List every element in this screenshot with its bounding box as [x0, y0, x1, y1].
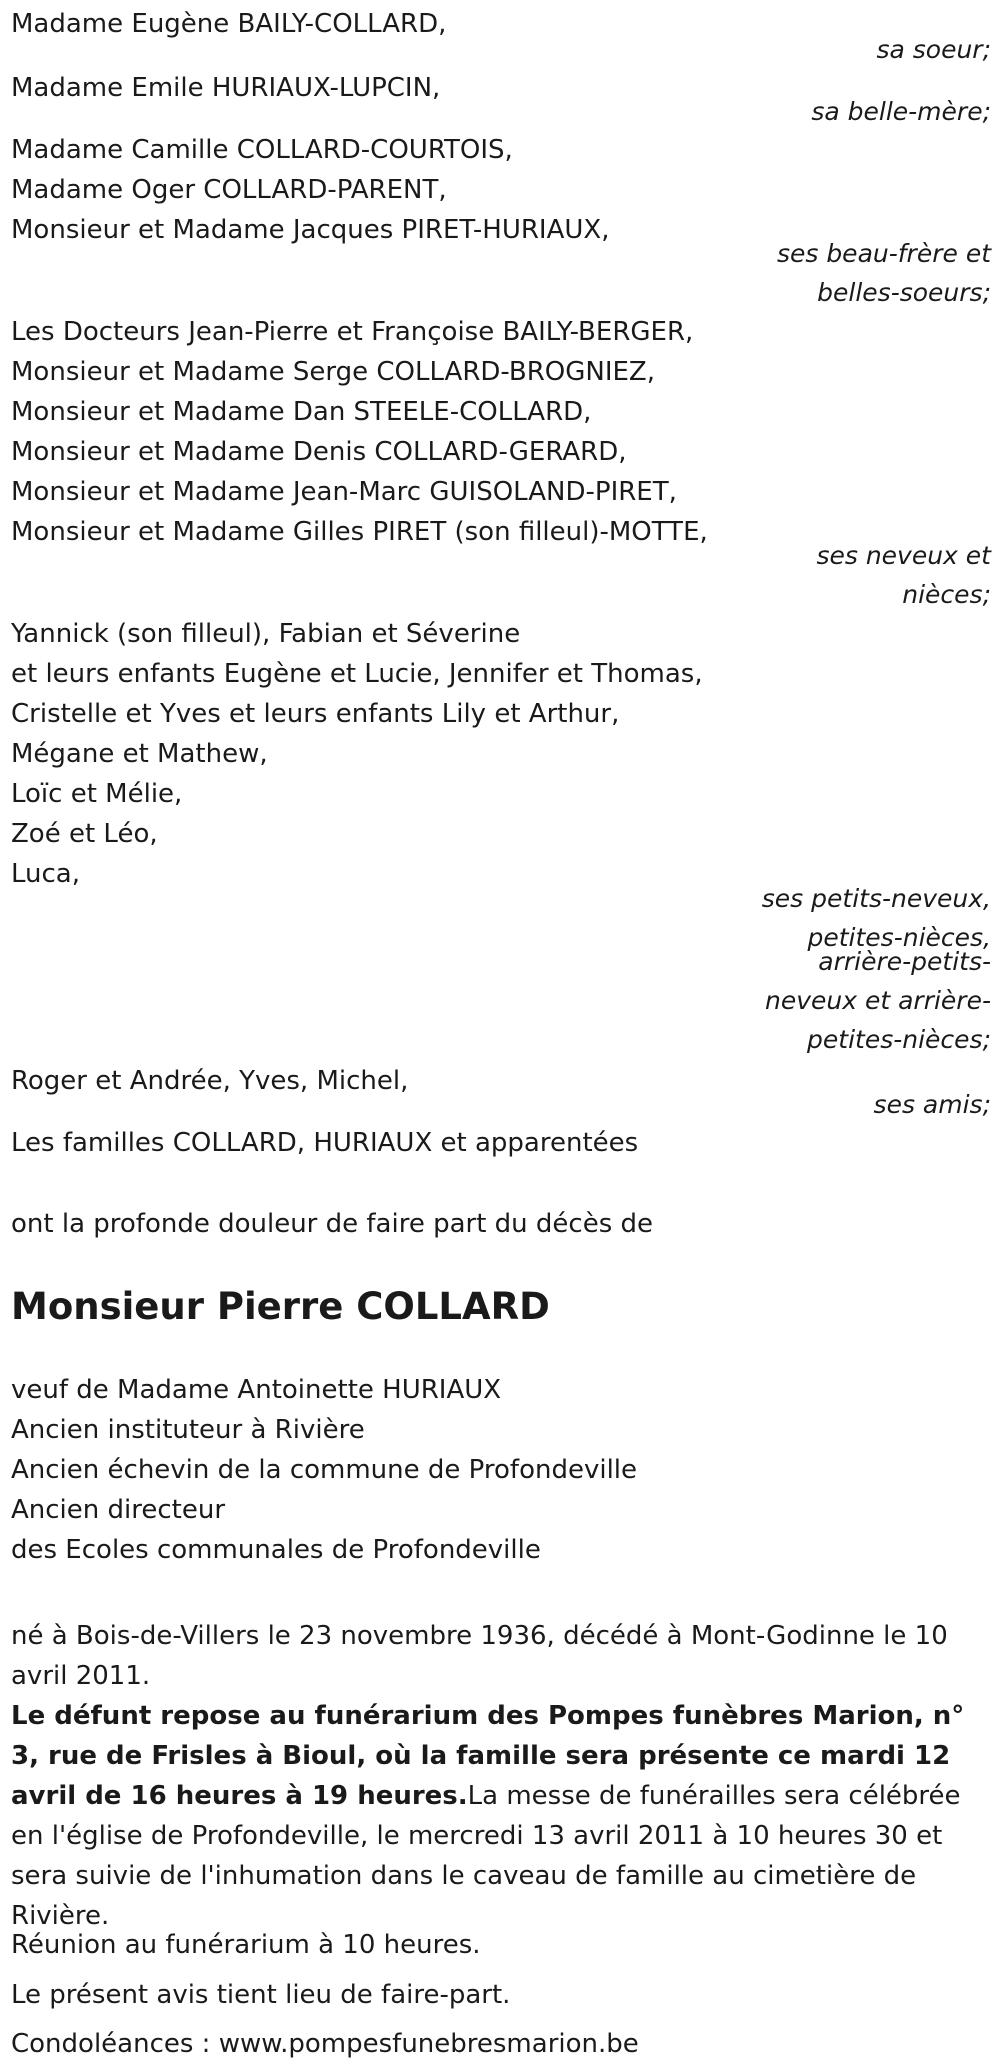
relation-label: nièces;	[902, 580, 991, 609]
relation-label: sa soeur;	[876, 35, 991, 64]
relation-label: belles-soeurs;	[817, 278, 991, 307]
family-line: Madame Emile HURIAUX-LUPCIN,	[11, 73, 441, 103]
family-line: Roger et Andrée, Yves, Michel,	[11, 1066, 409, 1096]
family-line: et leurs enfants Eugène et Lucie, Jennifer et Thomas,	[11, 659, 703, 689]
deceased-name: Monsieur Pierre COLLARD	[11, 1285, 550, 1328]
birth-death-paragraph: né à Bois-de-Villers le 23 novembre 1936, décédé à Mont-Godinne le 10 avril 2011.	[11, 1621, 948, 1691]
relation-label: ses amis;	[873, 1090, 991, 1119]
family-line: Monsieur et Madame Jacques PIRET-HURIAUX,	[11, 215, 610, 245]
reunion-line: Réunion au funérarium à 10 heures.	[11, 1930, 481, 1960]
relation-label: petites-nièces,	[807, 923, 991, 952]
family-line: Monsieur et Madame Gilles PIRET (son filleul)-MOTTE,	[11, 517, 708, 547]
title-line: des Ecoles communales de Profondeville	[11, 1535, 541, 1565]
family-line: Loïc et Mélie,	[11, 779, 183, 809]
family-line: Mégane et Mathew,	[11, 739, 268, 769]
family-line: Madame Oger COLLARD-PARENT,	[11, 175, 447, 205]
family-line: Zoé et Léo,	[11, 819, 158, 849]
announcement-text: ont la profonde douleur de faire part du décès de	[11, 1209, 654, 1239]
family-line: Monsieur et Madame Serge COLLARD-BROGNIEZ,	[11, 357, 656, 387]
family-line: Madame Camille COLLARD-COURTOIS,	[11, 135, 513, 165]
family-line: Yannick (son filleul), Fabian et Séverine	[11, 619, 521, 649]
relation-label: ses neveux et	[816, 541, 991, 570]
relation-label: ses beau-frère et	[776, 239, 991, 268]
title-line: Ancien instituteur à Rivière	[11, 1415, 365, 1445]
relation-label: petites-nièces;	[807, 1025, 991, 1054]
condolences-line: Condoléances : www.pompesfunebresmarion.be	[11, 2029, 639, 2059]
family-line: Madame Eugène BAILY-COLLARD,	[11, 9, 447, 39]
funeral-paragraph	[11, 1696, 996, 1936]
notice-line: Le présent avis tient lieu de faire-part.	[11, 1980, 511, 2010]
relation-label: sa belle-mère;	[811, 97, 991, 126]
family-line: Les familles COLLARD, HURIAUX et apparentées	[11, 1128, 639, 1158]
relation-label: arrière-petits-	[818, 947, 991, 976]
family-line: Monsieur et Madame Jean-Marc GUISOLAND-PIRET,	[11, 477, 677, 507]
title-line: Ancien échevin de la commune de Profondeville	[11, 1455, 638, 1485]
family-line: Monsieur et Madame Denis COLLARD-GERARD,	[11, 437, 627, 467]
title-line: veuf de Madame Antoinette HURIAUX	[11, 1375, 502, 1405]
family-line: Les Docteurs Jean-Pierre et Françoise BAILY-BERGER,	[11, 317, 694, 347]
funeral-bold-text: Le défunt repose au funérarium des Pompes funèbres Marion, n° 3, rue de Frisles à Bioul, où la famille sera présente ce mardi 12 avril de 16 heures à 19 heures.	[11, 1701, 965, 1811]
family-line: Cristelle et Yves et leurs enfants Lily et Arthur,	[11, 699, 620, 729]
relation-label: neveux et arrière-	[764, 986, 991, 1015]
family-line: Luca,	[11, 859, 80, 889]
family-line: Monsieur et Madame Dan STEELE-COLLARD,	[11, 397, 592, 427]
relation-label: ses petits-neveux,	[761, 884, 991, 913]
funeral-text: La messe de funérailles sera célébrée en l'église de Profondeville, le mercredi 13 avril 2011 à 10 heures 30 et sera suivie de l'inhumation dans le caveau de famille au cimetière de Rivière.	[11, 1781, 961, 1931]
title-line: Ancien directeur	[11, 1495, 226, 1525]
